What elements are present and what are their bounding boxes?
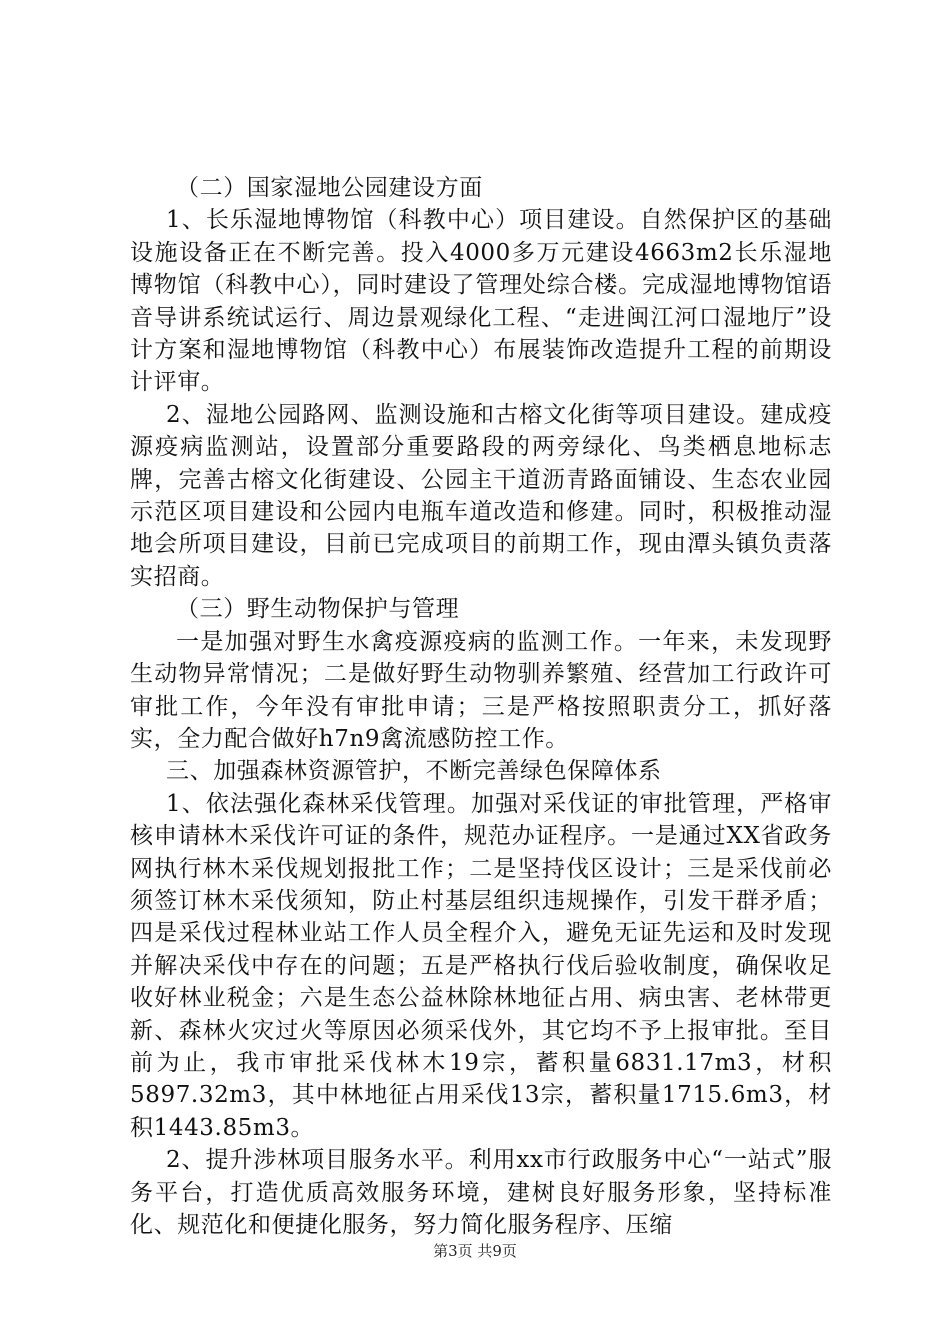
section-heading-wildlife: （三）野生动物保护与管理 — [176, 596, 460, 623]
paragraph-museum-project: 1、长乐湿地博物馆（科教中心）项目建设。自然保护区的基础设施设备正在不断完善。投入4000多万元建设4663m2长乐湿地博物馆（科教中心），同时建设了管理处综合楼。完成湿地博物馆语音导讲系统试运行、周边景观绿化工程、“走进闽江河口湿地厅”设计方案和湿地博物馆（科教中心）布展装饰改造提升工程的前期设计评审。 — [130, 207, 832, 396]
section-heading-wetland-park: （二）国家湿地公园建设方面 — [176, 175, 483, 201]
paragraph-logging-management: 1、依法强化森林采伐管理。加强对采伐证的审批管理，严格审核申请林木采伐许可证的条件，规范办证程序。一是通过XX省政务网执行林木采伐规划报批工作；二是坚持伐区设计；三是采伐前必须签订林木采伐须知，防止村基层组织违规操作，引发干群矛盾；四是采伐过程林业站工作人员全程介入，避免无证先运和及时发现并解决采伐中存在的问题；五是严格执行伐后验收制度，确保收足收好林业税金；六是生态公益林除林地征占用、病虫害、老林带更新、森林火灾过火等原因必须采伐外，其它均不予上报审批。至目前为止，我市审批采伐林木19宗，蓄积量6831.17m3，材积5897.32m3，其中林地征占用采伐13宗，蓄积量1715.6m3，材积1443.85m3。 — [130, 790, 832, 1141]
paragraph-road-network-project: 2、湿地公园路网、监测设施和古榕文化街等项目建设。建成疫源疫病监测站，设置部分重要路段的两旁绿化、鸟类栖息地标志牌，完善古榕文化街建设、公园主干道沥青路面铺设、生态农业园示范区项目建设和公园内电瓶车道改造和修建。同时，积极推动湿地会所项目建设，目前已完成项目的前期工作，现由潭头镇负责落实招商。 — [130, 401, 832, 590]
paragraph-service-level: 2、提升涉林项目服务水平。利用xx市行政服务中心“一站式”服务平台，打造优质高效服务环境，建树良好服务形象，坚持标准化、规范化和便捷化服务，努力简化服务程序、压缩 — [130, 1147, 832, 1238]
section-heading-forest-resources: 三、加强森林资源管护，不断完善绿色保障体系 — [166, 758, 662, 785]
page-number-footer: 第3页 共9页 — [433, 1242, 517, 1260]
document-body — [130, 172, 832, 1241]
paragraph-wildlife-protection: 一是加强对野生水禽疫源疫病的监测工作。一年来，未发现野生动物异常情况；二是做好野生动物驯养繁殖、经营加工行政许可审批工作，今年没有审批申请；三是严格按照职责分工，抓好落实，全力配合做好h7n9禽流感防控工作。 — [130, 628, 832, 752]
